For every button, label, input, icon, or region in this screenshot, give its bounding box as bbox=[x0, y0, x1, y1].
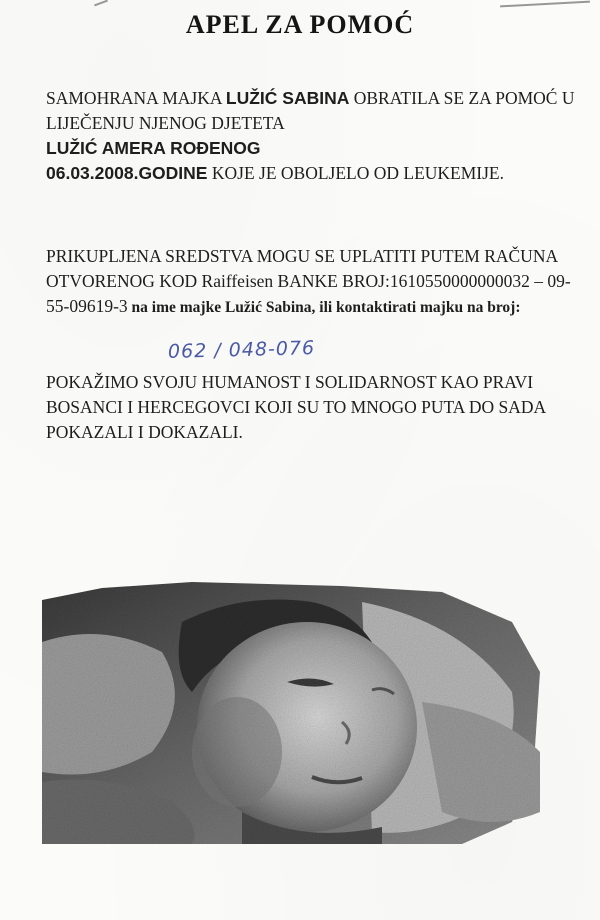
child-photo bbox=[42, 582, 540, 844]
birth-date: 06.03.2008.GODINE bbox=[46, 163, 208, 183]
scan-artifact-right bbox=[500, 1, 590, 8]
appeal-body-text: OBRATILA SE ZA POMOĆ U LIJEČENJU NJENOG DJETETA bbox=[46, 88, 575, 133]
mother-name: LUŽIĆ SABINA bbox=[225, 88, 350, 108]
appeal-intro-text: SAMOHRANA MAJKA bbox=[46, 88, 226, 108]
contact-text: na ime majke Lužić Sabina, ili kontaktirati majku na broj: bbox=[127, 299, 521, 316]
handwritten-phone-number: 062 / 048-076 bbox=[167, 337, 316, 363]
illness-text: KOJE JE OBOLJELO OD LEUKEMIJE. bbox=[207, 163, 504, 183]
child-photo-image bbox=[42, 582, 540, 844]
solidarity-paragraph: POKAŽIMO SVOJU HUMANOST I SOLIDARNOST KAO PRAVI BOSANCI I HERCEGOVCI KOJI SU TO MNOGO PUTA DO SADA POKAZALI I DOKAZALI. bbox=[46, 372, 546, 442]
page-title: APEL ZA POMOĆ bbox=[185, 10, 415, 39]
bank-account-text: PRIKUPLJENA SREDSTVA MOGU SE UPLATITI PUTEM RAČUNA OTVORENOG KOD Raiffeisen BANKE BROJ:1610550000000032 – 09-55-09619-3 bbox=[46, 246, 571, 316]
appeal-paragraph bbox=[46, 86, 576, 186]
donation-paragraph bbox=[46, 244, 576, 320]
scan-artifact-left bbox=[94, 0, 108, 6]
child-name: LUŽIĆ AMERA ROĐENOG bbox=[46, 138, 261, 158]
